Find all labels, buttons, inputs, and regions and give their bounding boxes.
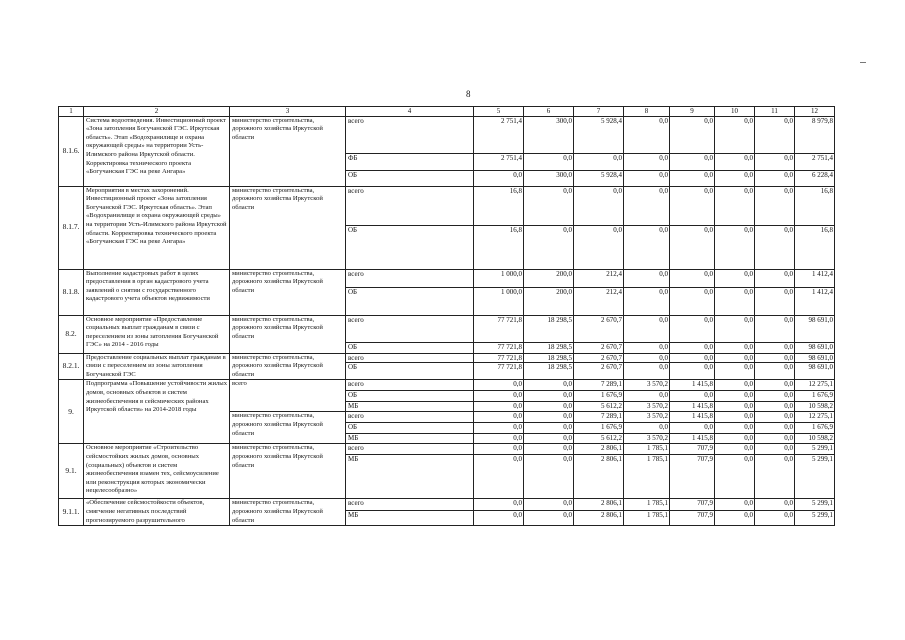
value-cell: 1 415,8 (670, 402, 715, 412)
value-cell: 0,0 (755, 412, 795, 423)
item-code: 8.2.1. (59, 353, 84, 380)
table-row (59, 380, 835, 391)
header-cell: 10 (715, 107, 755, 117)
value-cell: 212,4 (574, 269, 624, 287)
value-cell: 0,0 (624, 315, 670, 342)
value-cell: 98 691,0 (795, 315, 835, 342)
value-cell: 0,0 (755, 315, 795, 342)
value-cell: 10 598,2 (795, 402, 835, 412)
value-cell: 0,0 (755, 423, 795, 434)
value-cell: 0,0 (524, 444, 574, 455)
header-cell: 7 (574, 107, 624, 117)
value-cell: 0,0 (755, 380, 795, 391)
item-name: Выполнение кадастровых работ в целях предоставления в орган кадастрового учета заявлений о снятии с государственного кадастрового учета объектов недвижимости (84, 269, 230, 315)
value-cell: 0,0 (624, 391, 670, 402)
value-cell: 0,0 (755, 225, 795, 269)
value-cell: 2 806,1 (574, 444, 624, 455)
value-cell: 0,0 (574, 186, 624, 225)
value-cell: 1 676,9 (574, 391, 624, 402)
value-cell: 0,0 (715, 353, 755, 363)
value-cell: 5 928,4 (574, 116, 624, 153)
value-cell: 5 299,1 (795, 444, 835, 455)
value-cell: 0,0 (715, 153, 755, 170)
value-cell: 0,0 (524, 186, 574, 225)
value-cell: 0,0 (670, 287, 715, 315)
value-cell: 1 412,4 (795, 269, 835, 287)
value-cell: 0,0 (670, 391, 715, 402)
executor: всего (230, 380, 346, 412)
funding-source: ОБ (346, 225, 474, 269)
item-name: Подпрограмма «Повышение устойчивости жилых домов, основных объектов и систем жизнеобеспечения в сейсмических районах Иркутской области» на 2014-2018 годы (84, 380, 230, 444)
header-cell: 2 (84, 107, 230, 117)
value-cell: 0,0 (755, 402, 795, 412)
value-cell: 2 670,7 (574, 363, 624, 380)
funding-source: всего (346, 380, 474, 391)
value-cell: 0,0 (524, 225, 574, 269)
header-cell: 11 (755, 107, 795, 117)
value-cell: 707,9 (670, 511, 715, 526)
value-cell: 300,0 (524, 170, 574, 186)
value-cell: 0,0 (715, 287, 755, 315)
value-cell: 1 415,8 (670, 434, 715, 444)
value-cell: 212,4 (574, 287, 624, 315)
funding-source: всего (346, 499, 474, 511)
value-cell: 0,0 (755, 153, 795, 170)
value-cell: 0,0 (624, 342, 670, 353)
value-cell: 0,0 (715, 412, 755, 423)
value-cell: 0,0 (524, 153, 574, 170)
header-row (59, 107, 835, 117)
value-cell: 16,8 (474, 186, 524, 225)
budget-table (58, 106, 835, 526)
value-cell: 0,0 (755, 170, 795, 186)
value-cell: 10 598,2 (795, 434, 835, 444)
value-cell: 0,0 (715, 116, 755, 153)
value-cell: 0,0 (524, 511, 574, 526)
value-cell: 5 612,2 (574, 402, 624, 412)
value-cell: 1 676,9 (795, 391, 835, 402)
executor: министерство строительства, дорожного хозяйства Иркутской области (230, 269, 346, 315)
value-cell: 0,0 (574, 153, 624, 170)
value-cell: 12 275,1 (795, 412, 835, 423)
header-cell: 3 (230, 107, 346, 117)
value-cell: 0,0 (474, 444, 524, 455)
value-cell: 7 289,1 (574, 380, 624, 391)
value-cell: 0,0 (524, 434, 574, 444)
value-cell: 0,0 (670, 225, 715, 269)
item-name: Мероприятия в местах захоронений. Инвестиционный проект «Зона затопления Богучанской ГЭС. Иркутская область». Этап «Водохранилище и охрана окружающей среды» на территории Усть-Илимского района Иркутской области. Корректировка технического проекта «Богучанская ГЭС на реке Ангара» (84, 186, 230, 269)
value-cell: 0,0 (524, 402, 574, 412)
value-cell: 0,0 (670, 353, 715, 363)
value-cell: 5 299,1 (795, 499, 835, 511)
value-cell: 2 806,1 (574, 455, 624, 499)
executor: министерство строительства, дорожного хозяйства Иркутской области (230, 353, 346, 380)
value-cell: 0,0 (624, 423, 670, 434)
value-cell: 0,0 (715, 269, 755, 287)
value-cell: 0,0 (524, 391, 574, 402)
value-cell: 1 415,8 (670, 380, 715, 391)
value-cell: 0,0 (524, 499, 574, 511)
value-cell: 0,0 (670, 153, 715, 170)
value-cell: 0,0 (670, 363, 715, 380)
value-cell: 0,0 (624, 269, 670, 287)
item-code: 9. (59, 380, 84, 444)
value-cell: 3 570,2 (624, 402, 670, 412)
value-cell: 98 691,0 (795, 342, 835, 353)
value-cell: 0,0 (755, 186, 795, 225)
value-cell: 3 570,2 (624, 412, 670, 423)
value-cell: 18 298,5 (524, 363, 574, 380)
value-cell: 0,0 (755, 434, 795, 444)
value-cell: 2 670,7 (574, 342, 624, 353)
value-cell: 0,0 (715, 434, 755, 444)
item-name: «Обеспечение сейсмостойкости объектов, смягчение негативных последствий прогнозируемого разрушительного (84, 499, 230, 526)
table-body (59, 107, 835, 526)
value-cell: 0,0 (624, 186, 670, 225)
value-cell: 0,0 (715, 499, 755, 511)
value-cell: 0,0 (755, 455, 795, 499)
executor: министерство строительства, дорожного хозяйства Иркутской области (230, 444, 346, 499)
item-code: 8.1.7. (59, 186, 84, 269)
value-cell: 0,0 (755, 269, 795, 287)
value-cell: 2 670,7 (574, 315, 624, 342)
value-cell: 0,0 (670, 170, 715, 186)
value-cell: 7 289,1 (574, 412, 624, 423)
value-cell: 0,0 (574, 225, 624, 269)
value-cell: 0,0 (715, 170, 755, 186)
value-cell: 1 412,4 (795, 287, 835, 315)
header-cell: 5 (474, 107, 524, 117)
funding-source: ФБ (346, 153, 474, 170)
value-cell: 200,0 (524, 269, 574, 287)
header-cell: 9 (670, 107, 715, 117)
value-cell: 0,0 (715, 455, 755, 499)
executor: министерство строительства, дорожного хозяйства Иркутской области (230, 499, 346, 526)
value-cell: 0,0 (670, 423, 715, 434)
item-name: Основное мероприятие «Строительство сейсмостойких жилых домов, основных (социальных) объектов и систем жизнеобеспечения взамен тех, сейсмоусиление или реконструкция которых экономически нецелесообразно» (84, 444, 230, 499)
value-cell: 707,9 (670, 499, 715, 511)
value-cell: 8 979,8 (795, 116, 835, 153)
value-cell: 0,0 (624, 287, 670, 315)
table-row (59, 499, 835, 511)
value-cell: 0,0 (670, 186, 715, 225)
funding-source: МБ (346, 402, 474, 412)
value-cell: 0,0 (624, 353, 670, 363)
value-cell: 98 691,0 (795, 353, 835, 363)
value-cell: 0,0 (715, 225, 755, 269)
value-cell: 77 721,8 (474, 363, 524, 380)
item-code: 8.2. (59, 315, 84, 353)
value-cell: 0,0 (670, 116, 715, 153)
value-cell: 3 570,2 (624, 380, 670, 391)
value-cell: 0,0 (715, 423, 755, 434)
value-cell: 0,0 (474, 434, 524, 444)
value-cell: 707,9 (670, 455, 715, 499)
value-cell: 1 785,1 (624, 499, 670, 511)
funding-source: ОБ (346, 363, 474, 380)
funding-source: всего (346, 444, 474, 455)
value-cell: 1 676,9 (574, 423, 624, 434)
value-cell: 3 570,2 (624, 434, 670, 444)
funding-source: всего (346, 412, 474, 423)
value-cell: 0,0 (715, 380, 755, 391)
page-number: 8 (466, 89, 471, 99)
table-row (59, 353, 835, 363)
value-cell: 2 751,4 (474, 153, 524, 170)
value-cell: 0,0 (755, 353, 795, 363)
value-cell: 16,8 (795, 225, 835, 269)
executor: министерство строительства, дорожного хозяйства Иркутской области (230, 116, 346, 186)
value-cell: 0,0 (474, 511, 524, 526)
value-cell: 5 299,1 (795, 455, 835, 499)
value-cell: 0,0 (524, 380, 574, 391)
funding-source: МБ (346, 511, 474, 526)
header-cell: 6 (524, 107, 574, 117)
value-cell: 18 298,5 (524, 315, 574, 342)
value-cell: 18 298,5 (524, 353, 574, 363)
value-cell: 0,0 (755, 287, 795, 315)
table-row (59, 315, 835, 342)
funding-source: ОБ (346, 342, 474, 353)
value-cell: 0,0 (715, 444, 755, 455)
value-cell: 0,0 (715, 186, 755, 225)
value-cell: 12 275,1 (795, 380, 835, 391)
value-cell: 0,0 (715, 363, 755, 380)
value-cell: 2 751,4 (795, 153, 835, 170)
value-cell: 2 751,4 (474, 116, 524, 153)
funding-source: ОБ (346, 423, 474, 434)
value-cell: 0,0 (755, 342, 795, 353)
value-cell: 16,8 (474, 225, 524, 269)
table-row (59, 186, 835, 225)
value-cell: 0,0 (624, 170, 670, 186)
value-cell: 1 000,0 (474, 269, 524, 287)
executor: министерство строительства, дорожного хозяйства Иркутской области (230, 315, 346, 353)
header-cell: 12 (795, 107, 835, 117)
value-cell: 1 415,8 (670, 412, 715, 423)
value-cell: 0,0 (755, 499, 795, 511)
funding-source: МБ (346, 434, 474, 444)
value-cell: 300,0 (524, 116, 574, 153)
value-cell: 0,0 (670, 315, 715, 342)
item-name: Система водоотведения. Инвестиционный проект «Зона затопления Богучанской ГЭС. Иркутская область». Этап «Водохранилище и охрана окружающей среды» на территории Усть-Илимского района Иркутской области. Корректировка технического проекта «Богучанская ГЭС на реке Ангара» (84, 116, 230, 186)
value-cell: 2 806,1 (574, 499, 624, 511)
value-cell: 16,8 (795, 186, 835, 225)
executor: министерство строительства, дорожного хозяйства Иркутской области (230, 186, 346, 269)
value-cell: 0,0 (755, 444, 795, 455)
executor: министерство строительства, дорожного хозяйства Иркутской области (230, 412, 346, 444)
funding-source: ОБ (346, 391, 474, 402)
value-cell: 0,0 (670, 342, 715, 353)
value-cell: 0,0 (474, 455, 524, 499)
value-cell: 200,0 (524, 287, 574, 315)
value-cell: 0,0 (624, 153, 670, 170)
funding-source: всего (346, 186, 474, 225)
funding-source: МБ (346, 455, 474, 499)
value-cell: 2 806,1 (574, 511, 624, 526)
value-cell: 0,0 (524, 455, 574, 499)
item-code: 9.1. (59, 444, 84, 499)
value-cell: 1 785,1 (624, 511, 670, 526)
value-cell: 77 721,8 (474, 315, 524, 342)
value-cell: 0,0 (524, 423, 574, 434)
value-cell: 0,0 (474, 402, 524, 412)
value-cell: 98 691,0 (795, 363, 835, 380)
funding-source: всего (346, 269, 474, 287)
funding-source: всего (346, 315, 474, 342)
table-row (59, 116, 835, 153)
value-cell: 0,0 (715, 342, 755, 353)
value-cell: 5 928,4 (574, 170, 624, 186)
value-cell: 0,0 (715, 402, 755, 412)
item-code: 8.1.8. (59, 269, 84, 315)
value-cell: 0,0 (755, 511, 795, 526)
value-cell: 0,0 (524, 412, 574, 423)
value-cell: 5 299,1 (795, 511, 835, 526)
item-code: 8.1.6. (59, 116, 84, 186)
value-cell: 77 721,8 (474, 353, 524, 363)
value-cell: 1 000,0 (474, 287, 524, 315)
value-cell: 0,0 (755, 363, 795, 380)
funding-source: ОБ (346, 287, 474, 315)
item-name: Предоставление социальных выплат гражданам в связи с переселением из зоны затопления Богучанской ГЭС (84, 353, 230, 380)
header-cell: 4 (346, 107, 474, 117)
header-cell: 8 (624, 107, 670, 117)
scan-mark (860, 62, 866, 63)
funding-source: всего (346, 353, 474, 363)
value-cell: 2 670,7 (574, 353, 624, 363)
value-cell: 0,0 (715, 315, 755, 342)
value-cell: 0,0 (474, 423, 524, 434)
value-cell: 0,0 (670, 269, 715, 287)
value-cell: 0,0 (474, 391, 524, 402)
value-cell: 707,9 (670, 444, 715, 455)
value-cell: 1 676,9 (795, 423, 835, 434)
value-cell: 0,0 (624, 116, 670, 153)
value-cell: 0,0 (755, 391, 795, 402)
value-cell: 1 785,1 (624, 455, 670, 499)
table-row (59, 444, 835, 455)
value-cell: 1 785,1 (624, 444, 670, 455)
value-cell: 0,0 (474, 170, 524, 186)
value-cell: 0,0 (715, 391, 755, 402)
item-name: Основное мероприятие «Предоставление социальных выплат гражданам в связи с переселением из зоны затопления Богучанской ГЭС» на 2014 - 2016 годы (84, 315, 230, 353)
value-cell: 0,0 (474, 499, 524, 511)
value-cell: 0,0 (474, 412, 524, 423)
table-row (59, 269, 835, 287)
value-cell: 6 228,4 (795, 170, 835, 186)
value-cell: 5 612,2 (574, 434, 624, 444)
value-cell: 0,0 (474, 380, 524, 391)
funding-source: ОБ (346, 170, 474, 186)
value-cell: 18 298,5 (524, 342, 574, 353)
header-cell: 1 (59, 107, 84, 117)
item-code: 9.1.1. (59, 499, 84, 526)
funding-source: всего (346, 116, 474, 153)
value-cell: 0,0 (715, 511, 755, 526)
value-cell: 0,0 (624, 363, 670, 380)
value-cell: 77 721,8 (474, 342, 524, 353)
value-cell: 0,0 (624, 225, 670, 269)
value-cell: 0,0 (755, 116, 795, 153)
